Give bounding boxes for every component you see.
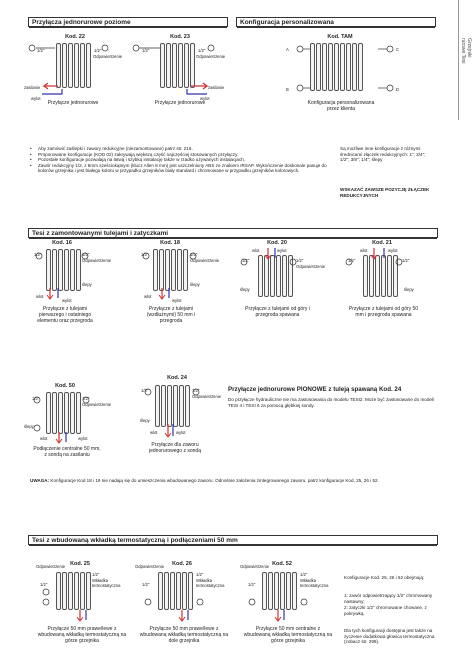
k52-caption: Przyłącze 50 mm centralne z wbudowaną wkładką termostatyczną na górze grzejnika bbox=[243, 626, 333, 644]
note-item: • Zawór redukcyjny 1/2, z 8mm sześciokątnym (klucz Allen 8 mm) jest uszczelniony ABS ze znakiem IRSAP. Wykończenie doskonale pasuje do kolorów grzejnika i jest białego koloru w przypadku grzejników biały standard i chromowane w przypadku grzejników kolorowych. bbox=[30, 163, 330, 174]
k20-slepy: ślepy bbox=[240, 287, 250, 292]
k21-h1: 1/2" bbox=[348, 258, 356, 263]
k22-caption: Przyłącze jednorurowe bbox=[47, 100, 99, 106]
k22-half-right: 1/2" bbox=[94, 48, 102, 53]
k16-h2: 1/2" bbox=[82, 252, 90, 257]
k18-arrows bbox=[138, 246, 208, 306]
k24-odp: Odpowietrzenie bbox=[192, 394, 222, 399]
k20-h2: 1/2" bbox=[296, 258, 304, 263]
k24-text: Do przyłącze hydrauliczne nie ma zastosowania do modelu TESI2. Może być zastosowane do modeli TESI 4 i TESI 6 za pomocą głębkiej sondy. bbox=[228, 397, 434, 408]
k23-wylot: wylot bbox=[200, 96, 210, 101]
k20-wylot: wylot bbox=[277, 248, 287, 253]
code-24: Kod. 24 bbox=[167, 375, 187, 381]
k25-wk: Wkładka termostatyczna bbox=[92, 578, 121, 588]
uwaga bbox=[30, 478, 440, 484]
k50-h2: 1/2" bbox=[82, 396, 90, 401]
k20-odp: Odpowietrzenie bbox=[296, 264, 326, 269]
k20-wlot: wlot bbox=[252, 248, 260, 253]
tam-caption-2: przez klienta bbox=[326, 106, 356, 112]
k50-wlot: wlot bbox=[40, 436, 48, 441]
k18-h1: 1/2" bbox=[141, 252, 149, 257]
code-22: Kod. 22 bbox=[65, 34, 85, 40]
k16-wylot: wylot bbox=[62, 298, 72, 303]
k52-wk: Wkładka termostatyczna bbox=[300, 578, 329, 588]
uwaga-text: Konfiguracje Kod 18 i 19 nie nadają się do umieszczenia wbudowanego zaworu. Odnośnie założenia zintegrowanego zaworu, patrz konfiguracje Kod. 25, 26 i 52. bbox=[50, 478, 379, 483]
code-26: Kod. 26 bbox=[172, 561, 192, 567]
notes-right-2: WSKAZAĆ ZAWSZE POZYCJĘ ZŁĄCZEK REDUKCYJNYCH bbox=[340, 187, 430, 198]
note-item: • Pozostałe konfiguracje pozwalają na łatwą i szybką instalację także w rzadko używanych instalacjach. bbox=[30, 157, 330, 163]
tam-c: C bbox=[396, 47, 400, 52]
k18-odp: Odpowietrzenie bbox=[190, 258, 220, 263]
k50-h1: 1/2" bbox=[32, 396, 40, 401]
k21-caption: Przyłącze z tulejami od góry 50 mm i przegroda spawana bbox=[348, 306, 419, 318]
k24-wlot: wlot bbox=[150, 430, 158, 435]
code-21: Kod. 21 bbox=[372, 240, 392, 246]
k26-h1: 1/2" bbox=[142, 582, 150, 587]
side-tab-label-2: rurowe Tesi bbox=[460, 38, 466, 64]
k23-odp: Odpowietrzenie bbox=[196, 54, 226, 59]
k26-h2: 1/2" bbox=[196, 572, 204, 577]
k24-arrows bbox=[138, 382, 208, 442]
k24-h1: 1/2" bbox=[141, 388, 149, 393]
k18-h2: 1/2" bbox=[190, 252, 198, 257]
k23-caption: Przyłącze jednorurowe bbox=[154, 100, 206, 106]
k50-wylot: wylot bbox=[78, 436, 88, 441]
tam-caption-1: Konfiguracja personalizowana bbox=[307, 100, 375, 106]
notes-list bbox=[30, 146, 330, 174]
k18-wlot: wlot bbox=[144, 294, 152, 299]
code-20: Kod. 20 bbox=[267, 240, 287, 246]
k50-arrows bbox=[30, 390, 100, 450]
k16-wlot: wlot bbox=[36, 294, 44, 299]
section-title-horizontal: Przyłącza jednorurowe poziome bbox=[28, 17, 228, 27]
k16-odp: Odpowietrzenie bbox=[82, 258, 112, 263]
k18-wylot: wylot bbox=[172, 298, 182, 303]
k24-title: Przyłącze jednorurowe PIONOWE z tuleją spawaną Kod. 24 bbox=[228, 386, 402, 393]
k22-wylot: wylot bbox=[31, 96, 41, 101]
k24-slepy: ślepy bbox=[140, 418, 150, 423]
code-16: Kod. 16 bbox=[52, 240, 72, 246]
section-title-custom: Konfiguracja personalizowana bbox=[236, 17, 436, 27]
k50-slepy: ślepy bbox=[24, 424, 34, 429]
k20-arrows bbox=[236, 246, 306, 306]
code-52: Kod. 52 bbox=[272, 561, 292, 567]
k16-h1: 1/2" bbox=[34, 252, 42, 257]
k22-odp: Odpowietrzenie bbox=[93, 54, 123, 59]
k52-odp: Odpowietrzenie bbox=[240, 564, 270, 569]
k18-caption: Przyłącze z tulejami (wzdłużnymi) 50 mm i przegroda bbox=[146, 306, 196, 324]
k50-odp: Odpowietrzenie bbox=[82, 402, 112, 407]
uwaga-label: UWAGA: bbox=[30, 478, 50, 483]
side-tab-label-1: Grzejniki bbox=[466, 38, 472, 58]
tam-b: B bbox=[286, 87, 289, 92]
k26-wk: Wkładka termostatyczna bbox=[196, 578, 225, 588]
tam-d: D bbox=[396, 87, 400, 92]
k16-arrows bbox=[32, 246, 102, 306]
code-18: Kod. 18 bbox=[160, 240, 180, 246]
tam-connectors bbox=[290, 40, 400, 100]
code-50: Kod. 50 bbox=[55, 383, 75, 389]
side-tab bbox=[458, 0, 474, 120]
section-title-sleeves: Tesi z zamontowanymi tulejami i zatyczkami bbox=[28, 228, 438, 238]
code-23: Kod. 23 bbox=[170, 34, 190, 40]
k21-h2: 1/2" bbox=[402, 258, 410, 263]
notes-right-1: Są możliwe inne konfiguracje z różnymi średnicami złączek redukcyjnych: 1"; 3/4"; 1/2"; 3/8"; 1/4"; ślepy bbox=[340, 146, 426, 163]
s4-right-3: 2: zatyczki 1/2" chromowane chowane, z pokrywką. bbox=[344, 605, 427, 616]
k20-caption: Przyłącze z tulejami od góry i przegroda spawana bbox=[245, 306, 310, 318]
k23-arrows bbox=[125, 40, 225, 100]
code-tam: Kod. TAM bbox=[327, 34, 353, 40]
k23-zasilanie: zasilanie bbox=[208, 85, 225, 90]
k20-h1: 1/2" bbox=[242, 258, 250, 263]
note-item: • Aby zamówić zaślepki i zawory redukcyjne (niezamontowane) patrz str. 216. bbox=[30, 146, 330, 152]
k21-slepy: ślepy bbox=[404, 287, 414, 292]
k23-half-left: 1/2" bbox=[142, 48, 150, 53]
s4-right-1: Konfiguracje Kod. 25, 26 i 52 obejmują: bbox=[344, 575, 425, 580]
k26-arrows bbox=[138, 568, 218, 623]
k21-arrows bbox=[340, 246, 410, 306]
k24-h2: 1/2" bbox=[192, 388, 200, 393]
k25-h1: 1/2" bbox=[40, 582, 48, 587]
k21-wlot: wlot bbox=[360, 248, 368, 253]
k16-caption: Przyłącze z tulejami pierwszego i ostatniego elementu oraz przegroda bbox=[37, 306, 93, 324]
k24-wylot: wylot bbox=[176, 430, 186, 435]
code-25: Kod. 25 bbox=[70, 561, 90, 567]
section-title-thermostatic: Tesi z wbudowaną wkładką termostatyczną i podłączeniami 50 mm bbox=[28, 535, 438, 545]
s4-right-4: Dla tych konfiguracji dostępna jest także na życzenie dodatkowa głowica termostatyczna (zobacz str. 299). bbox=[344, 628, 435, 645]
k25-odp: Odpowietrzenie bbox=[36, 564, 66, 569]
k18-slepy: ślepy bbox=[190, 282, 200, 287]
k52-h2: 1/2" bbox=[300, 572, 308, 577]
k24-caption: Przyłącze dla zaworu jednorurowego z sondą bbox=[149, 442, 201, 454]
k25-caption: Przyłącze 50 mm prawe/lewe z wbudowaną wkładką termostatyczną na górze grzejnika bbox=[37, 626, 127, 644]
k21-wylot: wylot bbox=[388, 248, 398, 253]
k22-arrows bbox=[22, 40, 122, 100]
tam-a: A bbox=[286, 47, 289, 52]
k16-slepy: ślepy bbox=[82, 282, 92, 287]
k22-half-left: 1/2" bbox=[37, 48, 45, 53]
k52-arrows bbox=[242, 568, 322, 623]
k23-half-right: 1/2" bbox=[198, 48, 206, 53]
k26-caption: Przyłącze 50 mm prawe/lewe z wbudowaną wkładką termostatyczną na dole grzejnika bbox=[139, 626, 229, 644]
s4-right-2: 1: zawór odpowietrzający 1/2" chromowany nastawny; bbox=[344, 593, 433, 604]
k22-zasilanie: zasilanie bbox=[24, 85, 41, 90]
k52-h1: 1/2" bbox=[248, 582, 256, 587]
k26-odp: Odpowietrzenie bbox=[135, 564, 165, 569]
k50-caption: Podłączenie centralne 50 mm, z sondą na zasilaniu bbox=[33, 446, 101, 458]
k25-h2: 1/2" bbox=[92, 572, 100, 577]
k25-arrows bbox=[36, 568, 116, 623]
note-item: • Proponowane konfiguracje (KOD 02) zakrywają większą część najczęściej stosowanych przyłączy. bbox=[30, 152, 330, 158]
